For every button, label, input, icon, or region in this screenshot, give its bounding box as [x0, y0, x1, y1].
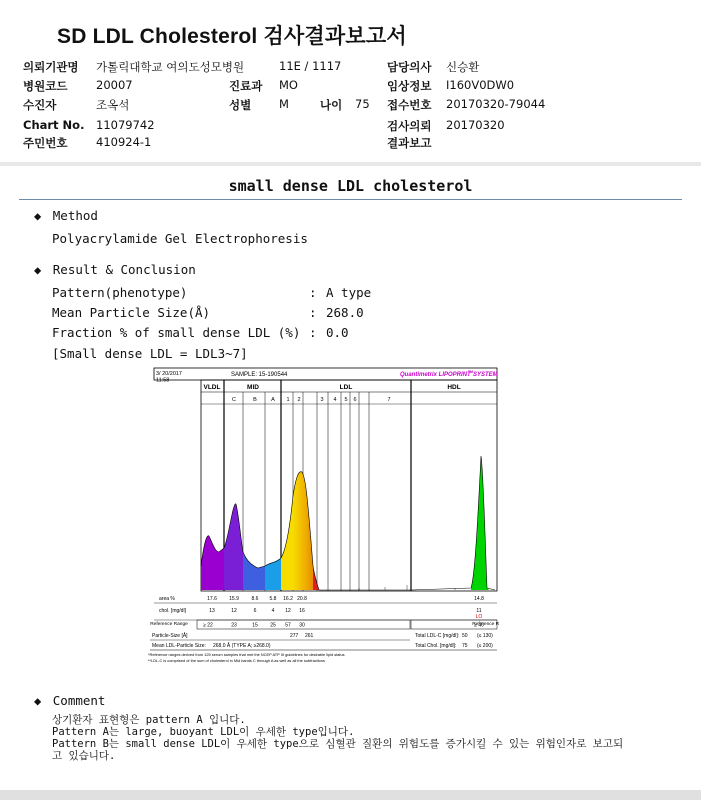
band-label-6: 6	[353, 397, 357, 403]
req-org-value: 가톨릭대학교 여의도성모병원	[96, 60, 245, 74]
area-value-hdl: 14.8	[474, 596, 484, 602]
patient-label: 수진자	[23, 98, 57, 112]
chart-brand: Quantimetrix LIPOPRINT	[400, 372, 471, 378]
total-chol-ref: (≤ 200)	[477, 643, 493, 649]
result-row-label: Mean Particle Size(Å)	[52, 305, 211, 320]
chol-value: 12	[231, 608, 237, 614]
band-label-7: 7	[387, 397, 391, 403]
chol-value: 16	[299, 608, 305, 614]
result-row-label: Fraction % of small dense LDL (%)	[52, 325, 301, 340]
result-row-value: A type	[326, 285, 372, 300]
ref-value: ≥ 22	[203, 622, 213, 629]
chart-time: 11:58	[156, 377, 170, 384]
receipt-label: 접수번호	[387, 98, 432, 112]
band-label-1: 1	[286, 397, 290, 403]
total-ldl-label: Total LDL-C [mg/dl]:	[415, 633, 460, 639]
area-value: 17.6	[207, 596, 217, 602]
footnote-1: *Reference ranges derived from 125 serum samples that met the NCEP ATP III guidelines for desirable lipid status	[148, 652, 345, 657]
chart-no-label: Chart No.	[23, 118, 85, 132]
chart-brand-suffix: SYSTEM	[473, 372, 498, 378]
ref-label	[150, 621, 188, 627]
request-date-label: 검사의뢰	[387, 119, 432, 133]
footnote-2: **LDL-C is comprised of the sum of cholesterol in Mid bands C through A as well as all the subfractions	[148, 658, 325, 663]
sex-value: M	[279, 97, 289, 111]
chol-value: 6	[253, 608, 257, 614]
method-text: Polyacrylamide Gel Electrophoresis	[52, 231, 308, 246]
method-heading	[34, 208, 98, 223]
chol-hdl-flag: LO	[475, 614, 483, 620]
ref-value-hdl: ≥ 40	[474, 622, 484, 629]
dept-label: 진료과	[229, 79, 263, 93]
ref-value: 15	[252, 622, 258, 629]
ref-value: 23	[231, 622, 237, 629]
mean-size-label: Mean LDL-Particle Size:	[152, 643, 206, 649]
age-value: 75	[355, 97, 370, 111]
result-note: [Small dense LDL = LDL3~7]	[52, 346, 248, 361]
group-label-ldl: LDL	[339, 384, 353, 391]
total-chol-value: 75	[462, 643, 468, 649]
area-value: 15.9	[229, 596, 239, 602]
hospital-code-value: 20007	[96, 78, 133, 92]
total-ldl-value: 50	[462, 633, 468, 639]
chart-date: 3/ 20/2017	[156, 371, 182, 377]
result-row-sep: :	[309, 285, 317, 300]
chol-value: 4	[271, 608, 275, 614]
method-heading-text: Method	[52, 208, 98, 223]
diamond-bullet-icon: ◆	[34, 694, 42, 708]
doctor-label: 담당의사	[387, 60, 432, 74]
comment-heading	[34, 693, 105, 708]
comment-line: 고 있습니다.	[52, 750, 116, 762]
group-label-vldl: VLDL	[203, 384, 221, 391]
clinical-label: 임상정보	[387, 79, 432, 93]
group-label-mid: MID	[247, 384, 259, 391]
comment-line: Pattern A는 large, buoyant LDL이 우세한 type입니다.	[52, 726, 355, 738]
total-ldl-ref: (≤ 130)	[477, 633, 493, 639]
chol-label: chol. [mg/dl]	[159, 608, 186, 614]
ref-label-right-visible: Reference R	[472, 622, 499, 627]
chol-value: 13	[209, 608, 215, 614]
band-label-2: 2	[297, 397, 301, 403]
chart-sample: SAMPLE: 15-190544	[231, 372, 288, 378]
result-row-sep: :	[309, 325, 317, 340]
chart-brand-tm: TM	[468, 370, 474, 374]
sex-label: 성별	[229, 98, 252, 112]
total-chol-label: Total Chol. [mg/dl]:	[415, 643, 457, 649]
header-divider	[0, 162, 701, 166]
band-label-b: B	[253, 397, 257, 403]
hospital-code-label: 병원코드	[23, 79, 68, 93]
result-heading	[34, 262, 196, 277]
request-date-value: 20170320	[446, 118, 505, 132]
particle-size-value: 261	[305, 633, 314, 639]
result-row-value: 268.0	[326, 305, 364, 320]
report-label: 결과보고	[387, 136, 432, 150]
clinical-value: I160V0DW0	[446, 78, 515, 92]
doctor-value: 신승환	[446, 60, 480, 74]
section-divider	[19, 199, 682, 200]
comment-line: Pattern B는 small dense LDL이 우세한 type으로 심혈관 질환의 위험도를 증가시킬 수 있는 위험인자로 보고되	[52, 738, 624, 750]
req-org-label: 의뢰기관명	[23, 60, 79, 74]
dept-value: MO	[279, 78, 298, 92]
particle-size-value: 277	[290, 633, 299, 639]
chol-value-hdl: 11	[476, 608, 482, 614]
chol-value: 12	[285, 608, 291, 614]
ref-value: 25	[270, 622, 276, 629]
result-row-label: Pattern(phenotype)	[52, 285, 188, 300]
band-label-c: C	[232, 397, 236, 403]
band-label-a: A	[271, 397, 275, 403]
area-value: 5.8	[269, 596, 277, 602]
age-label: 나이	[320, 98, 343, 112]
lipoprint-chart	[145, 366, 499, 671]
chart-no-value: 11079742	[96, 118, 155, 132]
area-label: area %	[159, 596, 175, 602]
band-label-5: 5	[344, 397, 348, 403]
diamond-bullet-icon: ◆	[34, 263, 42, 277]
ref-value: 30	[299, 622, 305, 629]
result-row-sep: :	[309, 305, 317, 320]
patient-value: 조옥석	[96, 98, 130, 112]
area-value: 16.2	[283, 596, 293, 602]
rrn-value: 410924-1	[96, 135, 152, 149]
result-row-value: 0.0	[326, 325, 349, 340]
particle-size-label: Particle-Size [Å]	[152, 633, 188, 639]
band-label-3: 3	[320, 397, 324, 403]
section-title: small dense LDL cholesterol	[228, 177, 473, 195]
group-label-hdl: HDL	[447, 384, 461, 391]
rrn-label: 주민번호	[23, 136, 68, 150]
ref-value: 57	[285, 622, 291, 629]
comment-line: 상기환자 표현형은 pattern A 입니다.	[52, 714, 246, 726]
ref-label-text: Reference Range	[150, 622, 188, 627]
receipt-value: 20170320-79044	[446, 97, 546, 111]
ward-value: 11E / 1117	[279, 59, 342, 73]
result-heading-text: Result & Conclusion	[52, 262, 196, 277]
comment-heading-text: Comment	[52, 693, 106, 708]
diamond-bullet-icon: ◆	[34, 209, 42, 223]
report-title: SD LDL Cholesterol 검사결과보고서	[57, 25, 407, 48]
area-value: 20.8	[297, 596, 307, 602]
band-label-4: 4	[333, 397, 337, 403]
page-footer-bar	[0, 790, 701, 800]
mean-size-value: 268.0 Å (TYPE A; ≥268.0)	[213, 643, 271, 649]
area-value: 8.6	[251, 596, 259, 602]
